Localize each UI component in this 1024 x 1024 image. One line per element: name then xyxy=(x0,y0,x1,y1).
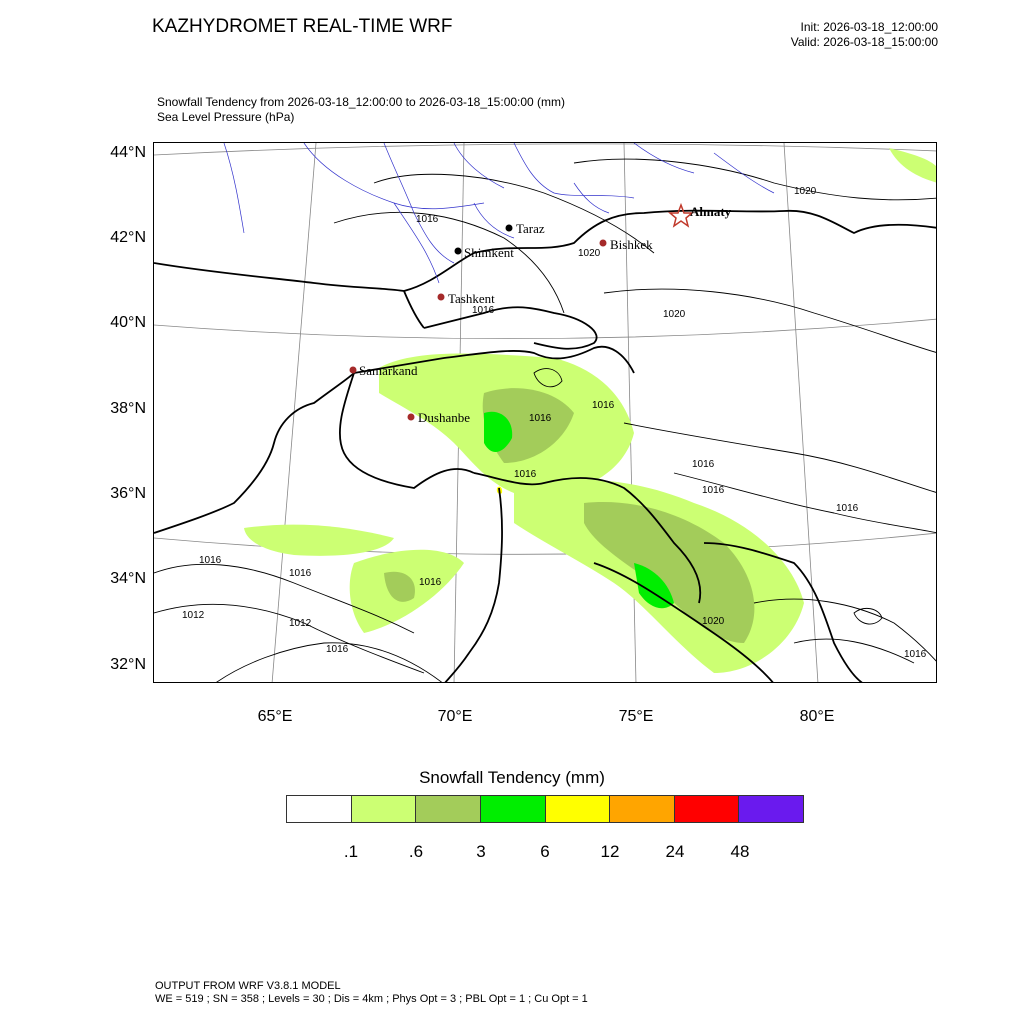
city-tashkent xyxy=(438,291,496,306)
legend-swatch xyxy=(416,796,481,822)
isobar-contour xyxy=(604,289,937,353)
isobar-label: 1016 xyxy=(702,485,725,496)
legend-tick: 24 xyxy=(665,842,685,861)
isobar-label: 1016 xyxy=(416,214,439,225)
legend-tick: .1 xyxy=(343,842,359,861)
legend-swatch xyxy=(481,796,546,822)
legend-swatch xyxy=(739,796,803,822)
dot-icon xyxy=(408,414,415,421)
dot-icon xyxy=(506,225,513,232)
isobar-label: 1016 xyxy=(419,577,442,588)
province-border xyxy=(714,153,774,193)
legend-title: Snowfall Tendency (mm) xyxy=(419,768,605,787)
province-border xyxy=(474,203,514,238)
init-time: Init: 2026-03-18_12:00:00 xyxy=(800,20,938,34)
isobar-label: 1020 xyxy=(702,616,725,627)
dot-icon xyxy=(600,240,607,247)
city-label-taraz: Taraz xyxy=(516,221,545,236)
legend-tick: .6 xyxy=(408,842,424,861)
graticule-lat-40 xyxy=(154,319,937,339)
city-taraz xyxy=(506,221,545,236)
city-label-tashkent: Tashkent xyxy=(448,291,495,306)
dot-icon xyxy=(350,367,357,374)
model-name: OUTPUT FROM WRF V3.8.1 MODEL xyxy=(155,980,341,992)
city-label-dushanbe: Dushanbe xyxy=(418,410,470,425)
province-border xyxy=(304,143,484,209)
lat-label-38n: 38°N xyxy=(110,400,146,417)
country-border xyxy=(154,263,424,328)
legend-swatch xyxy=(675,796,740,822)
legend-tick: 48 xyxy=(730,842,750,861)
isobar-contour xyxy=(854,608,882,624)
lat-label-32n: 32°N xyxy=(110,656,146,673)
snowfall-shading xyxy=(244,148,937,673)
lat-label-42n: 42°N xyxy=(110,229,146,246)
map-plot xyxy=(153,142,937,683)
isobar-label: 1020 xyxy=(794,186,817,197)
legend-swatch xyxy=(352,796,417,822)
lon-label-80e: 80°E xyxy=(799,708,835,725)
city-samarkand xyxy=(350,363,418,378)
isobar-label: 1016 xyxy=(289,568,312,579)
city-shimkent xyxy=(455,245,515,260)
graticule-lat-44 xyxy=(154,144,937,155)
isobar-label: 1016 xyxy=(199,555,222,566)
primary-field-label: Snowfall Tendency from 2026-03-18_12:00:00 to 2026-03-18_15:00:00 (mm) xyxy=(157,95,566,109)
isobar-label: 1016 xyxy=(836,503,859,514)
isobar-label: 1016 xyxy=(592,400,615,411)
isobar-label: 1020 xyxy=(578,248,601,259)
city-label-shimkent: Shimkent xyxy=(464,245,514,260)
isobar-label: 1016 xyxy=(326,644,349,655)
isobar-contour xyxy=(574,159,937,200)
lat-label-36n: 36°N xyxy=(110,485,146,502)
legend-tick: 12 xyxy=(600,842,620,861)
map-canvas xyxy=(154,143,937,683)
isobar-label: 1012 xyxy=(182,610,205,621)
isobar-contour xyxy=(794,639,914,663)
isobar-label: 1016 xyxy=(514,469,537,480)
province-border xyxy=(574,183,609,213)
isobar-label: 1016 xyxy=(529,413,552,424)
isobar-label: 1012 xyxy=(289,618,312,629)
legend-swatch xyxy=(287,796,352,822)
legend-colorbar xyxy=(286,795,804,823)
isobar-contour xyxy=(624,423,937,493)
city-bishkek xyxy=(600,237,654,252)
province-border xyxy=(454,143,504,188)
star-icon xyxy=(670,205,692,226)
isobar-label: 1020 xyxy=(663,309,686,320)
province-border xyxy=(514,143,634,198)
legend-tick: 3 xyxy=(476,842,486,861)
model-footer xyxy=(155,980,588,1006)
lon-label-75e: 75°E xyxy=(618,708,654,725)
secondary-field-label: Sea Level Pressure (hPa) xyxy=(157,110,295,124)
lon-label-65e: 65°E xyxy=(257,708,293,725)
isobar-label: 1016 xyxy=(692,459,715,470)
city-almaty xyxy=(670,204,732,226)
lat-label-34n: 34°N xyxy=(110,570,146,587)
dot-icon xyxy=(438,294,445,301)
lon-label-70e: 70°E xyxy=(437,708,473,725)
isobar-label: 1016 xyxy=(904,649,927,660)
valid-time: Valid: 2026-03-18_15:00:00 xyxy=(790,35,938,49)
country-border xyxy=(444,488,502,683)
country-border xyxy=(424,307,597,349)
dot-icon xyxy=(455,248,462,255)
city-label-bishkek: Bishkek xyxy=(610,237,653,252)
country-border xyxy=(154,373,354,533)
legend-swatch xyxy=(546,796,611,822)
model-config: WE = 519 ; SN = 358 ; Levels = 30 ; Dis = 4km ; Phys Opt = 3 ; PBL Opt = 1 ; Cu Opt = 1 xyxy=(155,993,588,1005)
field-description xyxy=(157,95,565,125)
lat-label-44n: 44°N xyxy=(110,144,146,161)
city-label-samarkand: Samarkand xyxy=(359,363,418,378)
province-border xyxy=(224,143,244,233)
lat-label-40n: 40°N xyxy=(110,314,146,331)
isobar-label: 1016 xyxy=(472,305,495,316)
legend-tick: 6 xyxy=(540,842,550,861)
map-title: KAZHYDROMET REAL-TIME WRF xyxy=(152,16,453,37)
city-label-almaty: Almaty xyxy=(690,204,732,219)
legend-swatch xyxy=(610,796,675,822)
run-info xyxy=(791,20,938,50)
province-border xyxy=(634,143,694,173)
